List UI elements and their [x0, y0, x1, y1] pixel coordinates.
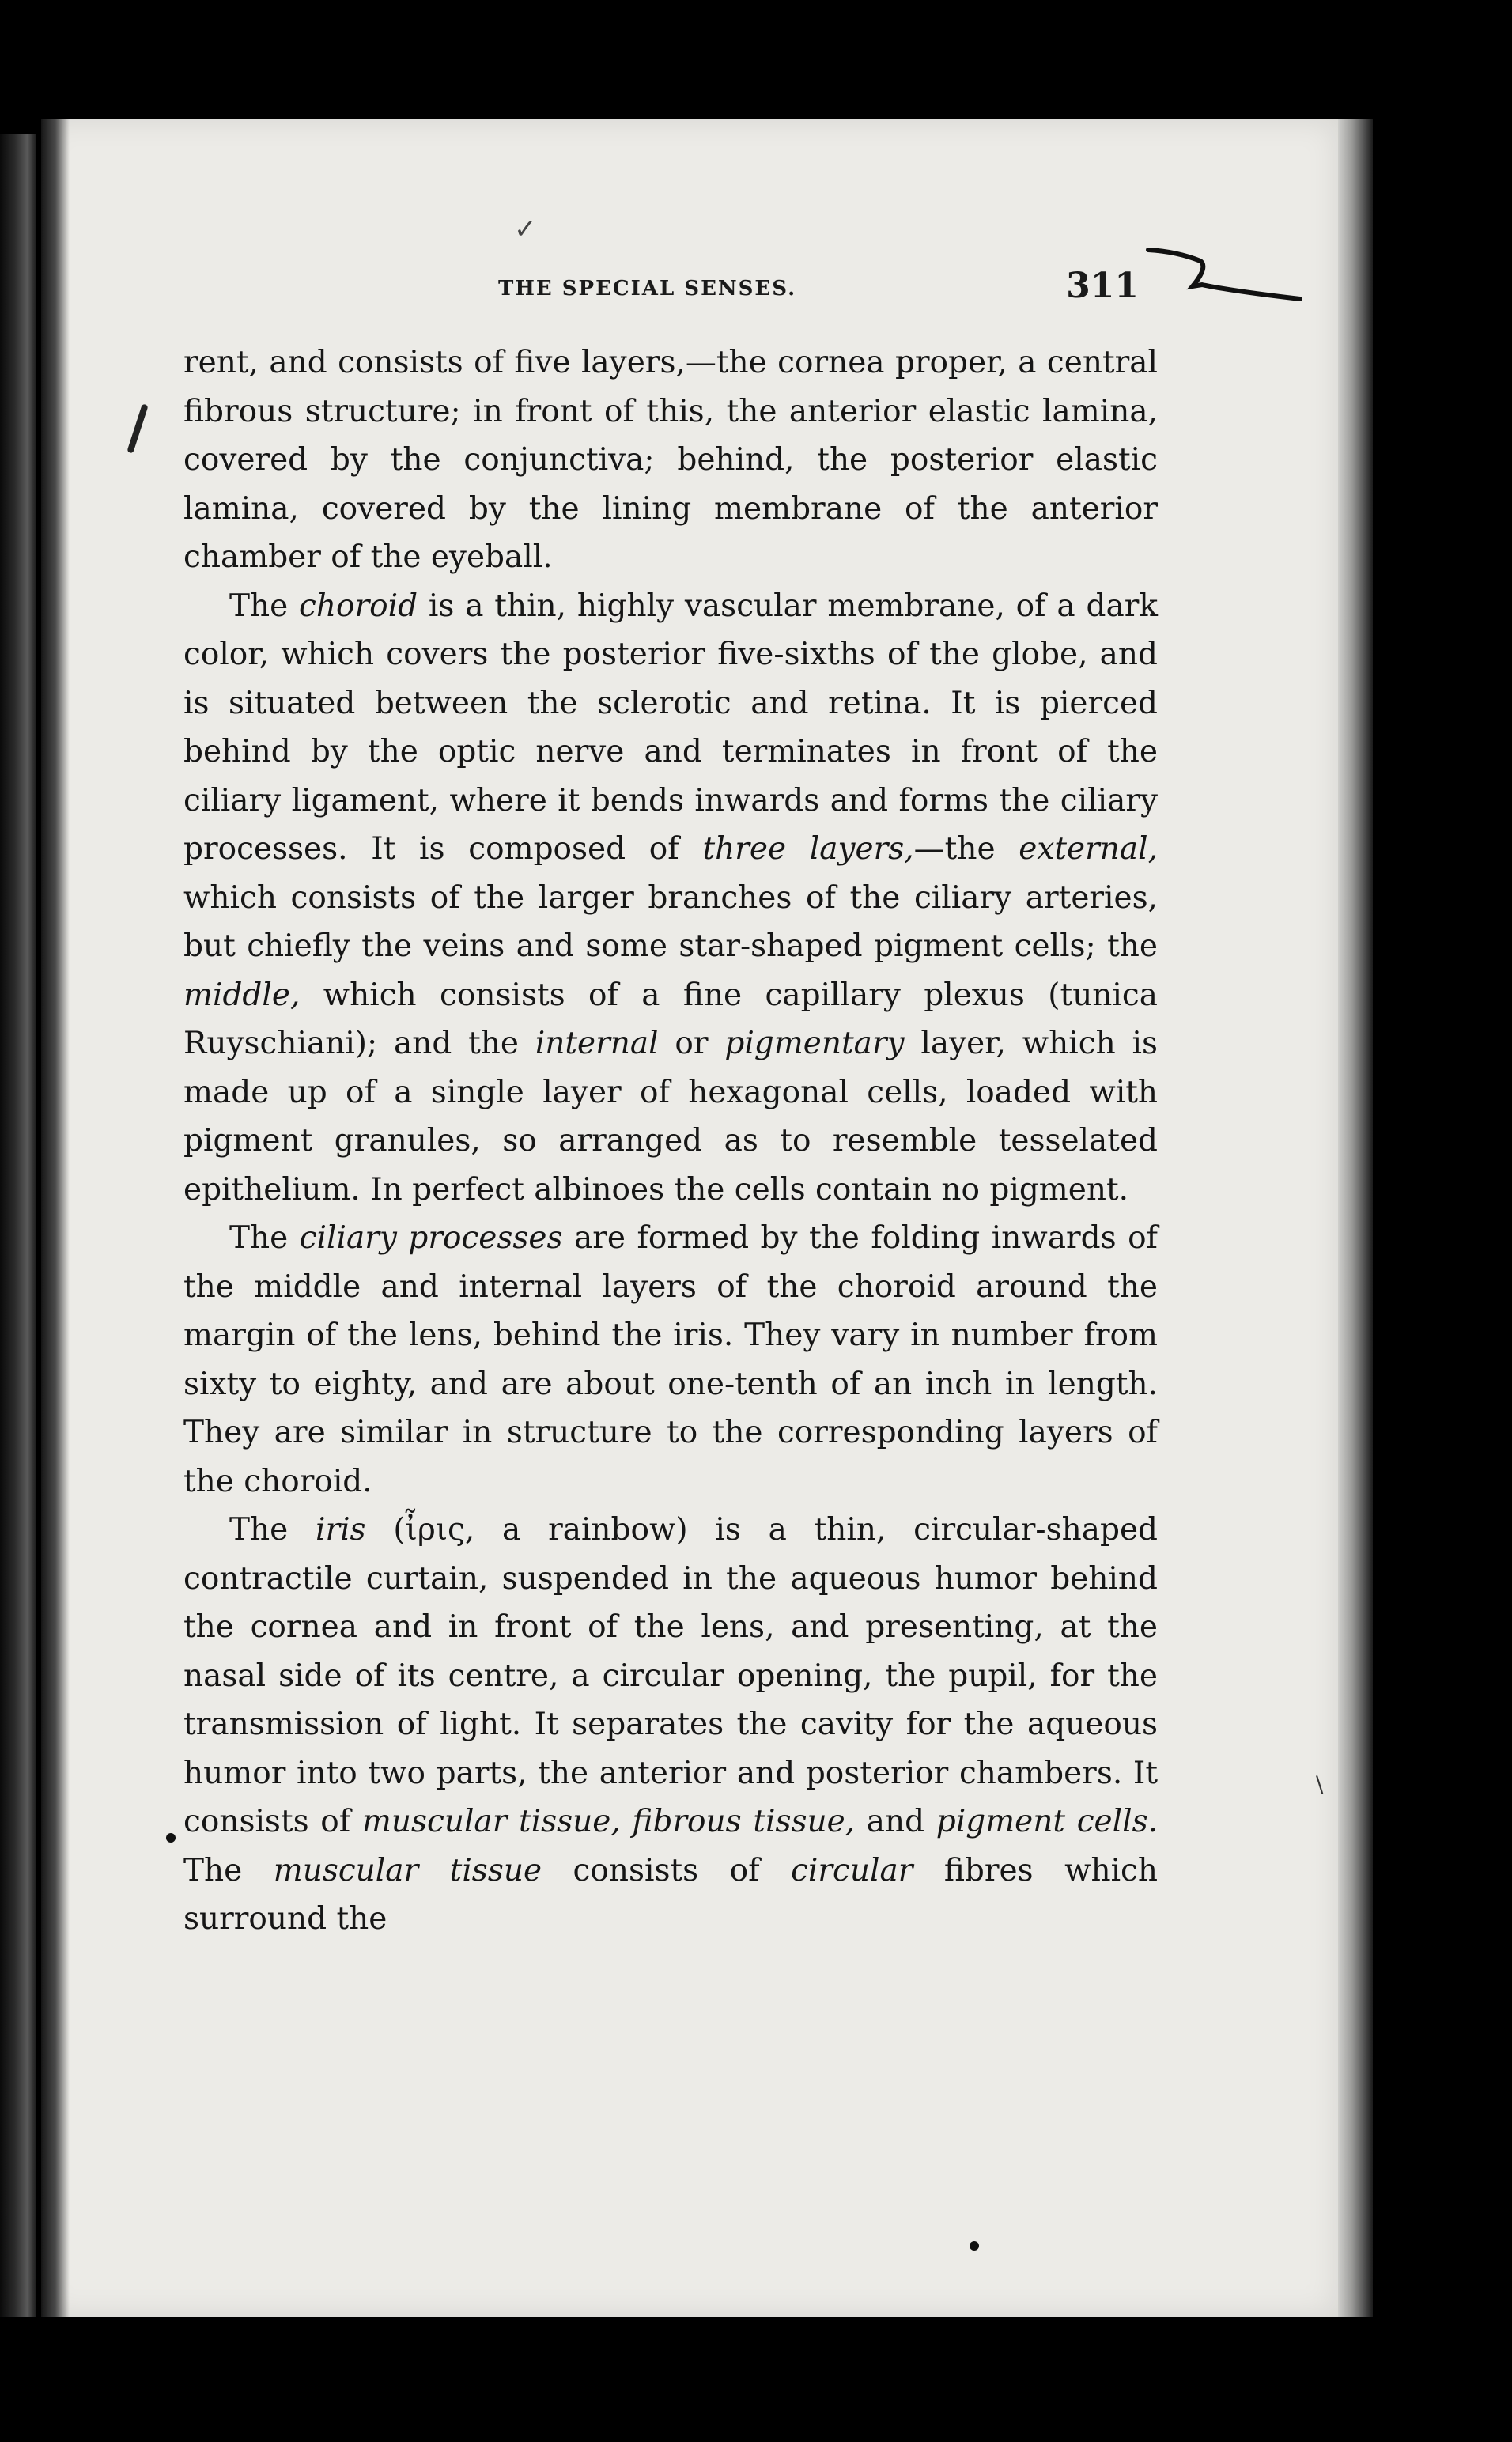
paragraph-p1	[183, 338, 1158, 582]
page-header	[482, 266, 1139, 316]
text-run: (ἶρις, a rainbow) is a thin, circular-shaped contractile curtain, suspended in the aqueous humor behind the cornea and in front of the lens, and presenting, at the nasal side of its centre, a circular opening, the pupil, for the transmission of light. It separates the cavity for the aqueous humor into two parts, the anterior and posterior chambers. It consists of	[183, 1512, 1158, 1839]
pencil-mark-check: ✓	[514, 214, 537, 245]
italic-term: iris	[315, 1512, 366, 1548]
text-run: is a thin, highly vascular membrane, of a dark color, which covers the posterior five-sixths of the globe, and is situated between the sclerotic and retina. It is pierced behind by the optic nerve and terminates in front of the ciliary ligament, where it bends inwards and forms the ciliary processes. It is composed of	[183, 588, 1158, 867]
text-run: are formed by the folding inwards of the middle and internal layers of the choroid around the margin of the lens, behind the iris. They vary in number from sixty to eighty, and are about one-tenth of an inch in length. They are similar in structure to the corresponding layers of the choroid.	[183, 1220, 1158, 1499]
text-run: —the	[913, 831, 1019, 867]
italic-term: three layers,	[702, 831, 914, 867]
italic-term: muscular tissue, fibrous tissue,	[361, 1804, 856, 1839]
previous-page-edge	[0, 134, 36, 2317]
gutter-shadow	[41, 119, 70, 2317]
text-run: The	[183, 1852, 274, 1888]
ink-dot-bottom	[970, 2241, 979, 2251]
italic-term: choroid	[299, 588, 418, 624]
pencil-mark-hook	[1145, 244, 1303, 315]
text-run: and	[855, 1804, 936, 1839]
ink-dot-left	[166, 1833, 176, 1843]
text-run: The	[229, 1220, 300, 1256]
running-head: THE SPECIAL SENSES.	[498, 277, 797, 301]
italic-term: pigmentary	[724, 1026, 905, 1061]
italic-term: ciliary processes	[299, 1220, 563, 1256]
text-run: The	[229, 588, 300, 624]
text-run: The	[229, 1512, 316, 1548]
paragraph-p3	[183, 1214, 1158, 1506]
text-run: which consists of a fine capillary plexus (tunica Ruyschiani); and the	[183, 977, 1158, 1061]
italic-term: muscular tissue	[273, 1852, 542, 1888]
text-run: layer, which is made up of a single layer of hexagonal cells, loaded with pigment granules, so arranged as to resemble tesselated epithelium. In perfect albinoes the cells contain no pigment.	[183, 1026, 1158, 1208]
body-text	[183, 338, 1158, 1944]
page-fore-edge	[1338, 119, 1373, 2317]
paragraph-p2	[183, 582, 1158, 1215]
italic-term: circular	[791, 1852, 913, 1888]
paragraph-p4	[183, 1506, 1158, 1944]
text-run: fibres which surround the	[183, 1852, 1158, 1937]
text-run: or	[658, 1026, 725, 1061]
italic-term: pigment cells.	[936, 1804, 1158, 1839]
text-run: which consists of the larger branches of the ciliary arteries, but chiefly the veins and some star-shaped pigment cells; the	[183, 879, 1158, 964]
page-number: 311	[1066, 266, 1139, 306]
italic-term: external,	[1019, 831, 1158, 867]
italic-term: middle,	[183, 977, 301, 1013]
italic-term: internal	[535, 1026, 659, 1061]
text-run: consists of	[542, 1852, 792, 1888]
pencil-mark-margin: \	[1316, 1771, 1324, 1797]
text-run: rent, and consists of five layers,—the cornea proper, a central fibrous structure; in front of this, the anterior elastic lamina, covered by the conjunctiva; behind, the posterior elastic lamina, covered by the lining membrane of the anterior chamber of the eyeball.	[183, 345, 1158, 575]
